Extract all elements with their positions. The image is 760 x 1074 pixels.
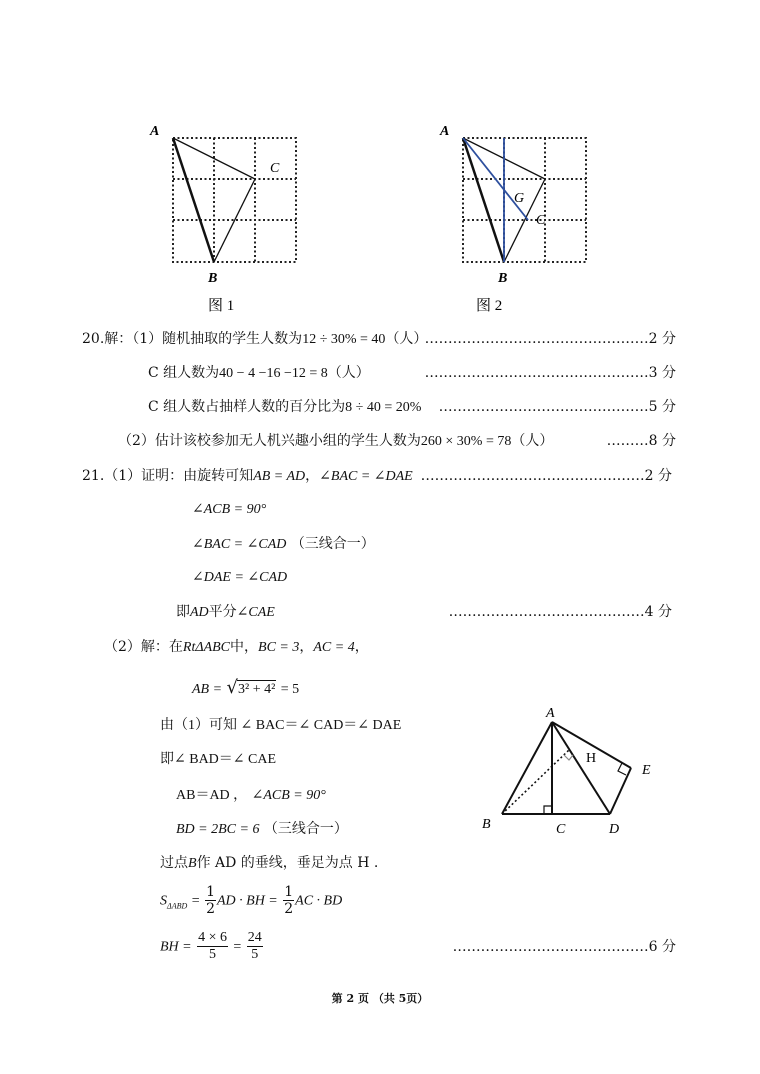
q20-line2-text: C 组人数为 xyxy=(148,365,220,381)
fig2-label-c: C xyxy=(536,213,546,228)
q20-line3-text: C 组人数占抽样人数的百分比为 xyxy=(148,399,346,415)
q21-p1-score: …………………………………………2 分 xyxy=(420,468,672,484)
figure-3 xyxy=(476,700,666,840)
q21-area-s: S xyxy=(160,893,167,909)
fig1-caption: 图 1 xyxy=(208,298,235,314)
q21-area-sub: ΔABD xyxy=(167,901,188,911)
fig2-label-b: B xyxy=(498,271,508,286)
q21-p2-comma: ， xyxy=(299,639,314,655)
q21-bisect-ad: AD xyxy=(190,605,209,620)
q20-line1-expr: 12 ÷ 30% = 40 xyxy=(302,332,386,347)
q20-line4-expr: 260 × 30% = 78 xyxy=(420,434,512,449)
q21-ab-line xyxy=(192,679,299,699)
q20-line4-unit: （人） xyxy=(511,433,554,449)
q21-acb90: ∠ACB = 90° xyxy=(251,788,326,803)
q20-number: 20. xyxy=(82,331,105,347)
fig3-label-d: D xyxy=(609,822,620,837)
q20-line1-unit: （人） xyxy=(385,331,428,347)
fig1-label-b: B xyxy=(208,271,218,286)
q21-part2-line xyxy=(104,638,369,657)
q21-area-mid1: AD · BH = xyxy=(216,893,278,909)
q20-line4-text: （2）估计该校参加无人机兴趣小组的学生人数为 xyxy=(118,433,421,449)
fig2-label-a: A xyxy=(440,124,450,139)
q21-ab-radicand: 3² + 4² xyxy=(238,682,276,697)
q20-line1-score: …………………………………………2 分 xyxy=(424,331,676,347)
q21-p2-tri: RtΔABC xyxy=(182,640,231,655)
q21-p1-text: （1）证明：由旋转可知 xyxy=(104,468,254,484)
q20-line-1 xyxy=(82,330,427,349)
fig3-label-b: B xyxy=(482,817,491,832)
q21-p1-comma: ， xyxy=(305,468,320,484)
q21-bisect-pre: 即 xyxy=(176,604,190,620)
q21-p2-ac: AC = 4 xyxy=(313,640,355,655)
q21-bac-cad-line xyxy=(192,535,375,554)
q21-bac-cad-note: （三线合一） xyxy=(290,536,375,552)
fig2-caption: 图 2 xyxy=(476,298,503,314)
q21-acb-line: ∠ACB = 90° xyxy=(192,502,267,517)
q21-perp-line xyxy=(160,854,378,873)
q21-bisect-line xyxy=(176,603,275,622)
half-fraction-2: $\frac{1}{2}$ xyxy=(284,884,294,917)
q20-line3-expr: 8 ÷ 40 = 20% xyxy=(345,400,422,415)
q21-p2-bc: BC = 3 xyxy=(258,640,300,655)
q21-area-eq: = xyxy=(191,893,200,909)
fig1-label-c: C xyxy=(270,161,280,176)
q21-p2-mid: 中， xyxy=(230,639,259,655)
q20-line3-score: ………………………………………5 分 xyxy=(438,399,676,415)
q21-p1-expr2: ∠BAC = ∠DAE xyxy=(319,469,413,484)
q21-p2-end: ， xyxy=(354,639,369,655)
q21-bac-cad-expr: ∠BAC = ∠CAD xyxy=(192,537,287,552)
q21-perp-post: 作 AD 的垂线，垂足为点 H . xyxy=(196,855,379,871)
q20-line-2 xyxy=(148,364,370,383)
q21-area-line xyxy=(160,884,342,917)
q21-part1-line xyxy=(82,467,413,486)
figure-2 xyxy=(430,118,610,318)
q21-bisect-cae: ∠CAE xyxy=(236,605,275,620)
q20-line-3 xyxy=(148,398,421,417)
q21-ab-lhs: AB = xyxy=(192,682,223,697)
q20-line-4 xyxy=(118,432,553,451)
q21-area-mid2: AC · BD xyxy=(295,893,343,909)
q21-bad-cae-line: 即∠ BAD＝∠ CAE xyxy=(160,752,277,767)
q21-p1-expr1: AB = AD xyxy=(253,469,306,484)
half-fraction-1: $\frac{1}{2}$ xyxy=(206,884,215,917)
q21-bd-note: （三线合一） xyxy=(263,821,348,837)
fig2-label-g: G xyxy=(514,191,525,206)
bh-fraction-1: $\frac{4 \times 6}{5}$ xyxy=(198,930,227,962)
q21-bh-eq: = xyxy=(233,939,242,955)
figure-1 xyxy=(140,118,320,318)
q21-perp-b: B xyxy=(188,856,197,871)
q21-from1-line: 由（1）可知 ∠ BAC＝∠ CAD＝∠ DAE xyxy=(160,718,402,733)
q21-bisect-mid: 平分 xyxy=(208,604,237,620)
q20-line2-expr: 40 − 4 −16 −12 = 8 xyxy=(219,366,328,381)
q21-ab-ad: AB＝AD ， xyxy=(176,788,248,803)
q21-bd-expr: BD = 2BC = 6 xyxy=(176,822,260,837)
q21-bisect-score: ……………………………………4 分 xyxy=(448,604,672,620)
q21-bh-score: ……………………………………6 分 xyxy=(452,939,676,955)
q20-line1-text: 解：（1）随机抽取的学生人数为 xyxy=(104,331,303,347)
q21-bd-line xyxy=(176,820,348,839)
page-footer: 第 2 页 （共 5页） xyxy=(331,992,429,1005)
fig3-label-h: H xyxy=(586,751,597,766)
q20-line2-unit: （人） xyxy=(327,365,370,381)
fig3-label-c: C xyxy=(556,822,566,837)
q21-perp-pre: 过点 xyxy=(160,855,188,871)
q21-number: 21. xyxy=(82,468,105,484)
q21-bh-line xyxy=(160,930,264,963)
fig3-label-a: A xyxy=(546,706,555,721)
q21-bh-lhs: BH = xyxy=(160,939,192,955)
fig3-label-e: E xyxy=(642,763,651,778)
q20-line2-score: …………………………………………3 分 xyxy=(424,365,676,381)
q21-ab-ad-line xyxy=(176,786,326,805)
bh-fraction-2: $\frac{24}{5}$ xyxy=(247,930,262,962)
q20-line4-score: ………8 分 xyxy=(606,433,676,449)
q21-ab-rhs: = 5 xyxy=(280,682,300,697)
sqrt-icon: √ xyxy=(226,677,238,698)
q21-p2-text: （2）解：在 xyxy=(104,639,183,655)
q21-dae-cad-line: ∠DAE = ∠CAD xyxy=(192,570,288,585)
fig1-label-a: A xyxy=(150,124,160,139)
